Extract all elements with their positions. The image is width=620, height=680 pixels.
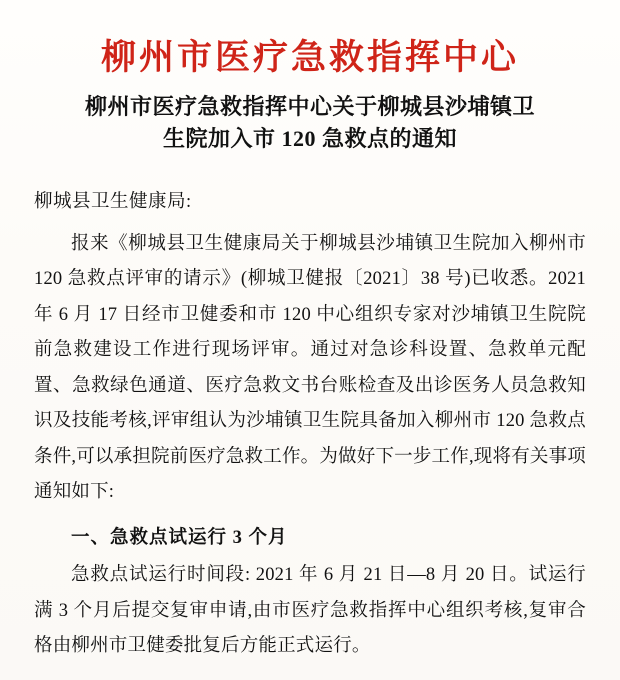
body-paragraph-2: 急救点试运行时间段: 2021 年 6 月 21 日—8 月 20 日。试运行满 3 个月后提交复审申请,由市医疗急救指挥中心组织考核,复审合格由柳州市卫健委批复后方能正式运行。 — [34, 565, 586, 657]
section-heading-1: 一、急救点试运行 3 个月 — [71, 527, 288, 548]
document-title-line-2: 生院加入市 120 急救点的通知 — [162, 126, 457, 152]
document-body — [34, 227, 586, 511]
document-recipient: 柳城县卫生健康局: — [34, 191, 192, 212]
section-1-body — [34, 558, 586, 665]
body-paragraph-1: 报来《柳城县卫生健康局关于柳城县沙埔镇卫生院加入柳州市 120 急救点评审的请示》(柳城卫健报〔2021〕38 号)已收悉。2021 年 6 月 17 日经市卫健委和市 120 中心组织专家对沙埔镇卫生院院前急救建设工作进行现场评审。通过对急诊科设置、急救单元配置、急救绿色通道、医疗急救文书台账检查及出诊医务人员急救知识及技能考核,评审组认为沙埔镇卫生院具备加入柳州市 120 急救点条件,可以承担院前医疗急救工作。为做好下一步工作,现将有关事项通知如下: — [34, 233, 586, 503]
document-title — [52, 91, 568, 155]
document-title-line-1: 柳州市医疗急救指挥中心关于柳城县沙埔镇卫 — [84, 94, 535, 120]
document-masthead: 柳州市医疗急救指挥中心 — [100, 38, 519, 77]
